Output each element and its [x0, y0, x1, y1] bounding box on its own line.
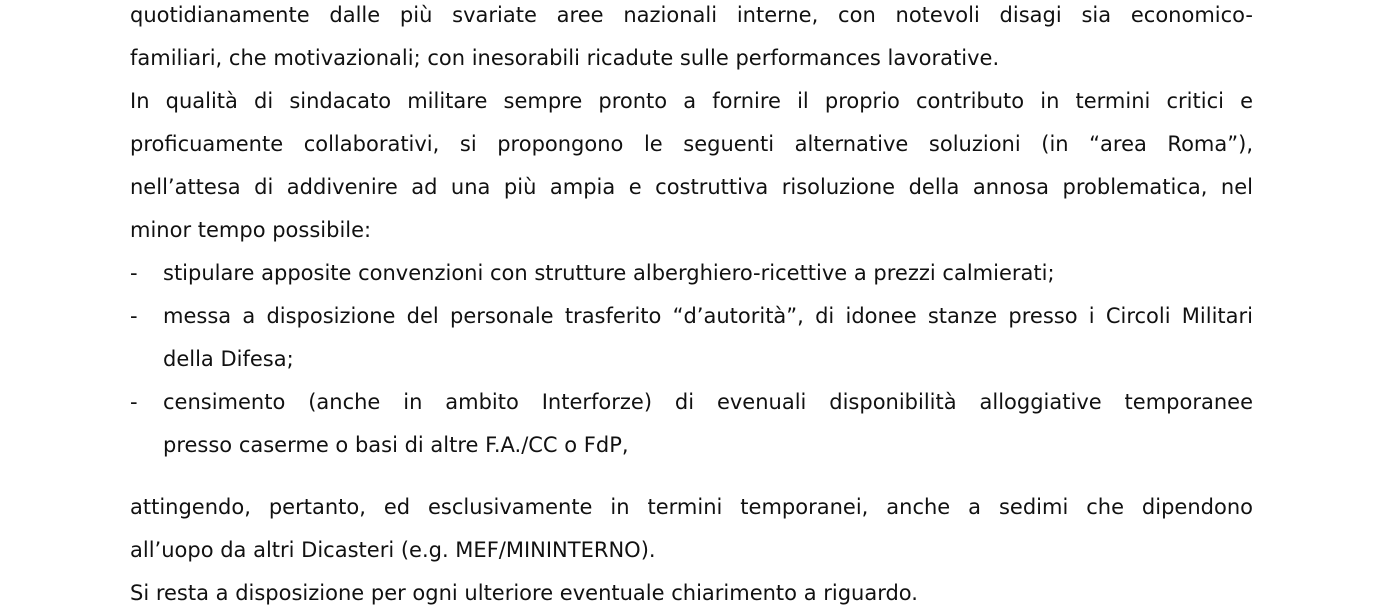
list-item [130, 252, 1253, 295]
list-item-line: messa a disposizione del personale trasferito “d’autorità”, di idonee stanze presso i Circoli Militari [163, 304, 1253, 328]
bullet-dash: - [130, 261, 138, 285]
document-page [130, 0, 1253, 615]
paragraph-line: quotidianamente dalle più svariate aree nazionali interne, con notevoli disagi sia economico- [130, 3, 1253, 27]
bullet-dash: - [130, 304, 138, 328]
paragraph-line: minor tempo possibile: [130, 218, 372, 242]
list-item-line: presso caserme o basi di altre F.A./CC o FdP, [163, 433, 629, 457]
paragraph-line: Si resta a disposizione per ogni ulteriore eventuale chiarimento a riguardo. [130, 581, 918, 605]
paragraph-line: nell’attesa di addivenire ad una più ampia e costruttiva risoluzione della annosa problematica, nel [130, 175, 1253, 199]
paragraph-proposal-intro [130, 80, 1253, 252]
proposals-list [130, 252, 1253, 467]
paragraph-spacer [130, 467, 1253, 486]
paragraph-line: attingendo, pertanto, ed esclusivamente in termini temporanei, anche a sedimi che dipendono [130, 495, 1253, 519]
list-item [130, 381, 1253, 467]
paragraph-line: all’uopo da altri Dicasteri (e.g. MEF/MININTERNO). [130, 538, 656, 562]
paragraph-line: familiari, che motivazionali; con inesorabili ricadute sulle performances lavorative. [130, 46, 1000, 70]
paragraph-context [130, 0, 1253, 80]
bullet-dash: - [130, 390, 138, 414]
paragraph-followup [130, 486, 1253, 572]
paragraph-line: In qualità di sindacato militare sempre pronto a fornire il proprio contributo in termini critici e [130, 89, 1253, 113]
list-item-line: stipulare apposite convenzioni con strutture alberghiero-ricettive a prezzi calmierati; [163, 261, 1055, 285]
paragraph-line: proficuamente collaborativi, si propongono le seguenti alternative soluzioni (in “area Roma”), [130, 132, 1253, 156]
list-item-line: censimento (anche in ambito Interforze) di evenuali disponibilità alloggiative temporanee [163, 390, 1253, 414]
list-item [130, 295, 1253, 381]
list-item-line: della Difesa; [163, 347, 294, 371]
